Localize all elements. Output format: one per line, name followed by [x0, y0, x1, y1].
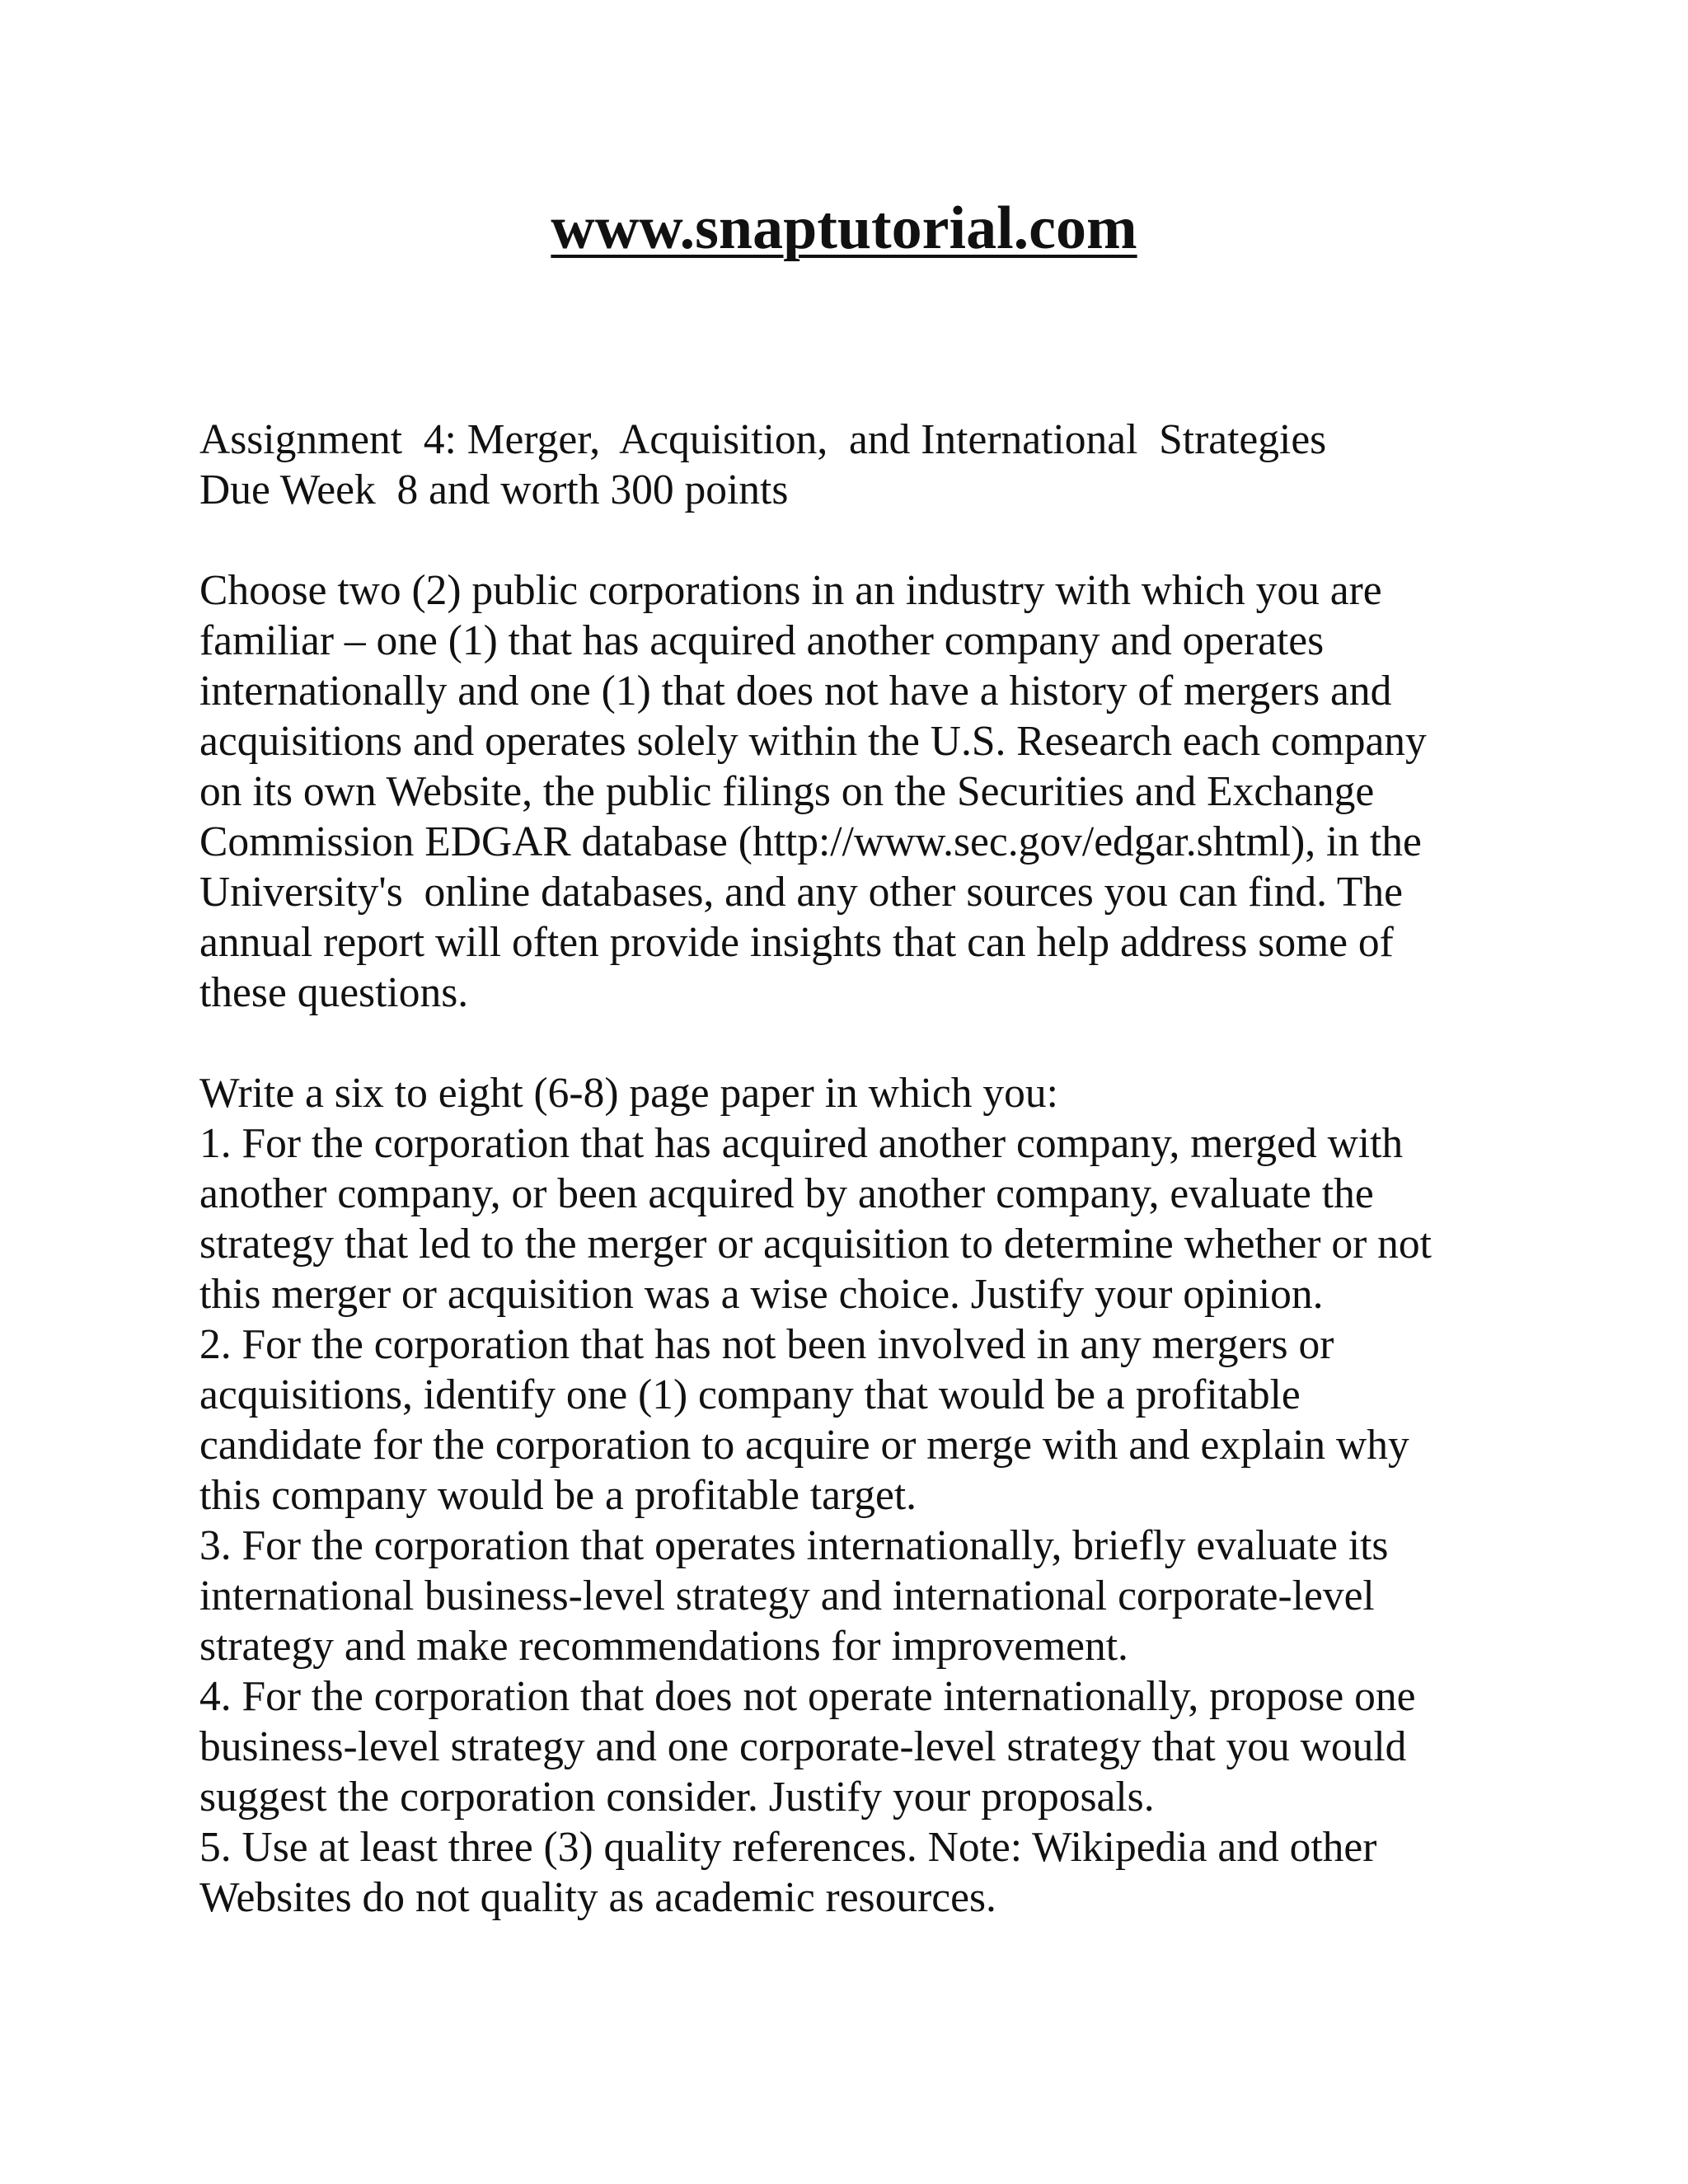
instruction-line: suggest the corporation consider. Justify your proposals.: [199, 1774, 1155, 1821]
instruction-line: acquisitions, identify one (1) company that would be a profitable: [199, 1371, 1301, 1418]
instruction-line: strategy and make recommendations for improvement.: [199, 1623, 1128, 1670]
instruction-line: candidate for the corporation to acquire or merge with and explain why: [199, 1422, 1409, 1469]
intro-line: acquisitions and operates solely within the U.S. Research each company: [199, 718, 1427, 765]
paragraph-gap: [199, 1018, 1518, 1068]
site-link[interactable]: www.snaptutorial.com: [551, 194, 1137, 262]
paragraph-gap: [199, 515, 1518, 565]
intro-line: Choose two (2) public corporations in an industry with which you are: [199, 567, 1382, 614]
intro-line: familiar – one (1) that has acquired another company and operates: [199, 617, 1325, 664]
intro-line: University's online databases, and any other sources you can find. The: [199, 869, 1403, 916]
instruction-line: Websites do not quality as academic resources.: [199, 1874, 996, 1921]
instruction-line: strategy that led to the merger or acquisition to determine whether or not: [199, 1221, 1432, 1268]
instruction-line: this company would be a profitable target.: [199, 1472, 917, 1519]
instruction-line: 3. For the corporation that operates internationally, briefly evaluate its: [199, 1522, 1389, 1569]
instruction-line: business-level strategy and one corporate-level strategy that you would: [199, 1723, 1407, 1770]
intro-line: annual report will often provide insights that can help address some of: [199, 919, 1394, 966]
assignment-title: Assignment 4: Merger, Acquisition, and International Strategies: [199, 416, 1327, 463]
assignment-due: Due Week 8 and worth 300 points: [199, 466, 789, 513]
instruction-line: 4. For the corporation that does not operate internationally, propose one: [199, 1673, 1416, 1720]
intro-line: internationally and one (1) that does not have a history of mergers and: [199, 668, 1392, 715]
intro-line: Commission EDGAR database (http://www.sec.gov/edgar.shtml), in the: [199, 818, 1422, 865]
intro-line: these questions.: [199, 969, 469, 1016]
site-header: [0, 194, 1688, 262]
instruction-line: international business-level strategy and international corporate-level: [199, 1572, 1375, 1619]
instructions-lead: Write a six to eight (6-8) page paper in which you:: [199, 1070, 1058, 1117]
instructions-list: [199, 1068, 1518, 1923]
instruction-line: 5. Use at least three (3) quality references. Note: Wikipedia and other: [199, 1824, 1377, 1871]
assignment-body: [199, 415, 1518, 1923]
instruction-line: 2. For the corporation that has not been involved in any mergers or: [199, 1321, 1334, 1368]
intro-line: on its own Website, the public filings on the Securities and Exchange: [199, 768, 1375, 815]
instruction-line: this merger or acquisition was a wise choice. Justify your opinion.: [199, 1271, 1324, 1318]
instruction-line: 1. For the corporation that has acquired another company, merged with: [199, 1120, 1404, 1167]
instruction-line: another company, or been acquired by another company, evaluate the: [199, 1170, 1374, 1217]
intro-paragraph: [199, 565, 1518, 1018]
